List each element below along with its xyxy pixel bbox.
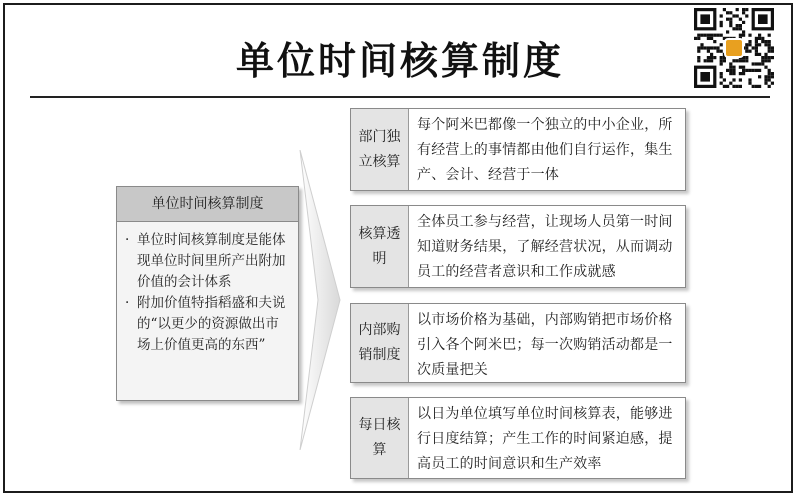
summary-box: [116, 186, 299, 401]
title-divider: [30, 96, 770, 98]
principle-label: 内部购销制度: [351, 304, 409, 382]
principle-box: [350, 397, 686, 479]
summary-item: [125, 230, 292, 293]
summary-heading: 单位时间核算制度: [117, 187, 298, 222]
principle-label: 每日核算: [351, 398, 409, 478]
summary-list: [117, 222, 298, 356]
summary-item-text: 单位时间核算制度是能体现单位时间里所产出附加价值的会计体系: [137, 232, 286, 290]
principle-text: 以日为单位填写单位时间核算表，能够进行日度结算；产生工作的时间紧迫感，提高员工的时间意识和生产效率: [417, 406, 673, 472]
bullet-icon: ·: [125, 232, 130, 248]
qr-code-icon: [694, 8, 774, 88]
principle-text: 每个阿米巴都像一个独立的中小企业，所有经营上的事情都由他们自行运作，集生产、会计、经营于一体: [417, 117, 673, 183]
chevron-arrow-icon: [296, 150, 348, 450]
summary-item-text: 附加价值特指稻盛和夫说的“以更少的资源做出市场上价值更高的东西”: [137, 295, 286, 353]
page-title: 单位时间核算制度: [235, 39, 564, 83]
principle-label: 核算透明: [351, 206, 409, 287]
principle-box: [350, 108, 686, 191]
bullet-icon: ·: [125, 295, 130, 311]
principle-text: 以市场价格为基础，内部购销把市场价格引入各个阿米巴；每一次购销活动都是一次质量把关: [417, 312, 673, 378]
principle-box: [350, 303, 686, 383]
principle-box: [350, 205, 686, 288]
principle-label: 部门独立核算: [351, 109, 409, 190]
principle-text: 全体员工参与经营，让现场人员第一时间知道财务结果，了解经营状况，从而调动员工的经营者意识和工作成就感: [417, 214, 673, 280]
summary-item: [125, 293, 292, 356]
